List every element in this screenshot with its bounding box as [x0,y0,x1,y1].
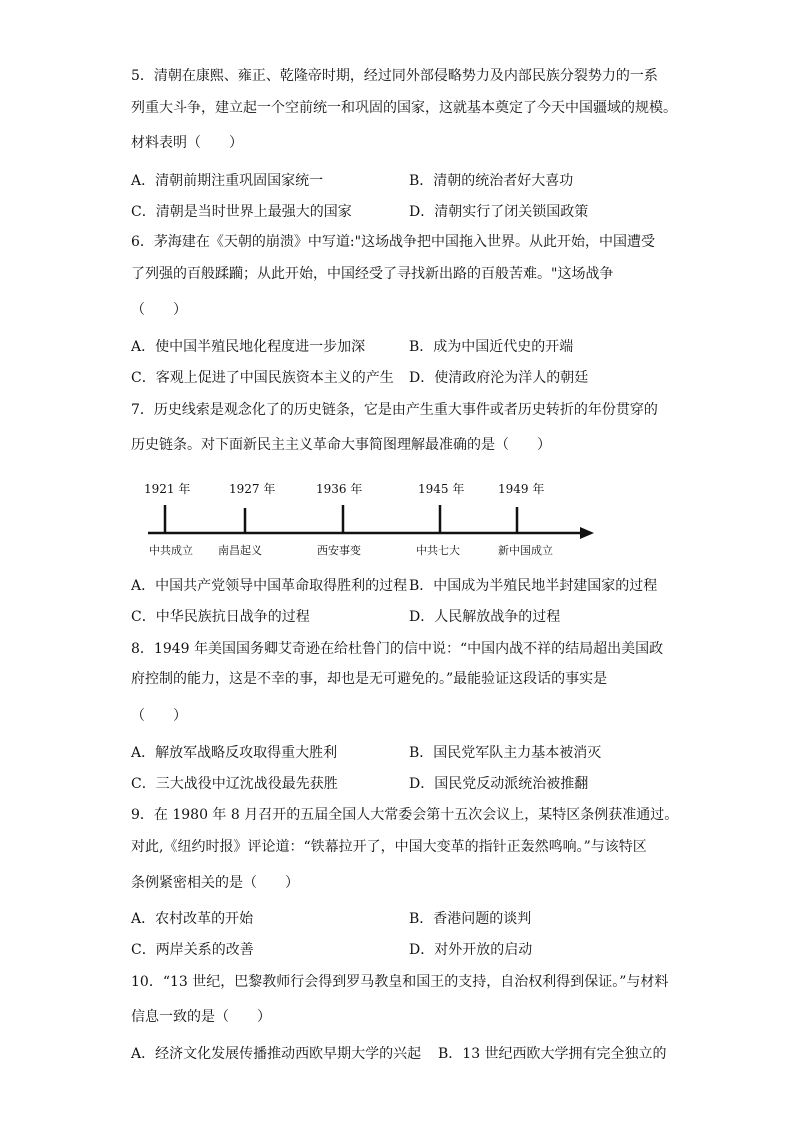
question-text-line: 对此,《纽约时报》评论道：“铁幕拉开了，中国大变革的指针正轰然鸣响。”与该特区 [131,839,647,855]
option-b: B．清朝的统治者好大喜功 [409,173,574,189]
question-text-line: 列重大斗争，建立起一个空前统一和巩固的国家，这就基本奠定了今天中国疆域的规模。 [131,100,677,116]
timeline-year-label: 1945 年 [418,482,465,496]
option-d: D．对外开放的启动 [409,942,533,958]
option-b: B．成为中国近代史的开端 [409,339,574,355]
question-text-line: 5．清朝在康熙、雍正、乾隆帝时期，经过同外部侵略势力及内部民族分裂势力的一系 [131,68,658,84]
question-text-line: 10．“13 世纪，巴黎教师行会得到罗马教皇和国王的支持，自治权利得到保证。”与材料 [131,974,669,990]
question-text-line: 信息一致的是（ ） [131,1009,271,1025]
timeline-year-label: 1921 年 [144,482,191,496]
option-d: D．国民党反动派统治被推翻 [409,776,589,792]
question-text-line: 材料表明（ ） [131,135,243,151]
option-b: B．中国成为半殖民地半封建国家的过程 [409,578,658,594]
option-c: C．三大战役中辽沈战役最先获胜 [131,776,338,792]
question-text-line: 7．历史线索是观念化了的历史链条，它是由产生重大事件或者历史转折的年份贯穿的 [131,402,658,418]
option-a: A．中国共产党领导中国革命取得胜利的过程 [131,578,408,594]
timeline-year-label: 1949 年 [498,482,545,496]
question-text-line: 条例紧密相关的是（ ） [131,875,299,891]
timeline-year-label: 1936 年 [316,482,363,496]
question-text-line: 9．在 1980 年 8 月召开的五届全国人大常委会第十五次会议上，某特区条例获准通过。 [131,807,679,823]
timeline-event-label: 西安事变 [317,544,361,557]
option-a: A．解放军战略反攻取得重大胜利 [131,745,338,761]
question-text-line: 了列强的百般蹂躏；从此开始，中国经受了寻找新出路的百般苦难。"这场战争 [131,266,614,282]
option-c: C．清朝是当时世界上最强大的国家 [131,204,352,220]
option-c: C．客观上促进了中国民族资本主义的产生 [131,370,394,386]
option-a: A．农村改革的开始 [131,911,254,927]
option-b: B．香港问题的谈判 [409,911,532,927]
option-b: B．国民党军队主力基本被消灭 [409,745,602,761]
question-text-line: （ ） [131,708,187,724]
option-d: D．使清政府沦为洋人的朝廷 [409,370,589,386]
option-d: D．人民解放战争的过程 [409,609,561,625]
question-text-line: 历史链条。对下面新民主主义革命大事简图理解最准确的是（ ） [131,437,551,453]
option-b: B．13 世纪西欧大学拥有完全独立的 [438,1046,667,1062]
question-text-line: 府控制的能力，这是不幸的事，却也是无可避免的。”最能验证这段话的事实是 [131,671,608,687]
option-c: C．中华民族抗日战争的过程 [131,609,310,625]
timeline-event-label: 中共七大 [416,544,460,557]
option-a: A．使中国半殖民地化程度进一步加深 [131,339,366,355]
question-text-line: （ ） [131,302,187,318]
option-a: A．经济文化发展传播推动西欧早期大学的兴起 [131,1046,422,1062]
option-d: D．清朝实行了闭关锁国政策 [409,204,589,220]
timeline-event-label: 新中国成立 [498,544,553,557]
question-text-line: 6．茅海建在《天朝的崩溃》中写道:"这场战争把中国拖入世界。从此开始，中国遭受 [131,234,656,250]
option-c: C．两岸关系的改善 [131,942,254,958]
timeline-event-label: 南昌起义 [218,544,262,557]
question-text-line: 8．1949 年美国国务卿艾奇逊在给杜鲁门的信中说：“中国内战不祥的结局超出美国政 [131,641,664,657]
timeline-event-label: 中共成立 [149,544,193,557]
timeline-arrow-head [580,527,594,539]
option-a: A．清朝前期注重巩固国家统一 [131,173,324,189]
timeline-year-label: 1927 年 [229,482,276,496]
